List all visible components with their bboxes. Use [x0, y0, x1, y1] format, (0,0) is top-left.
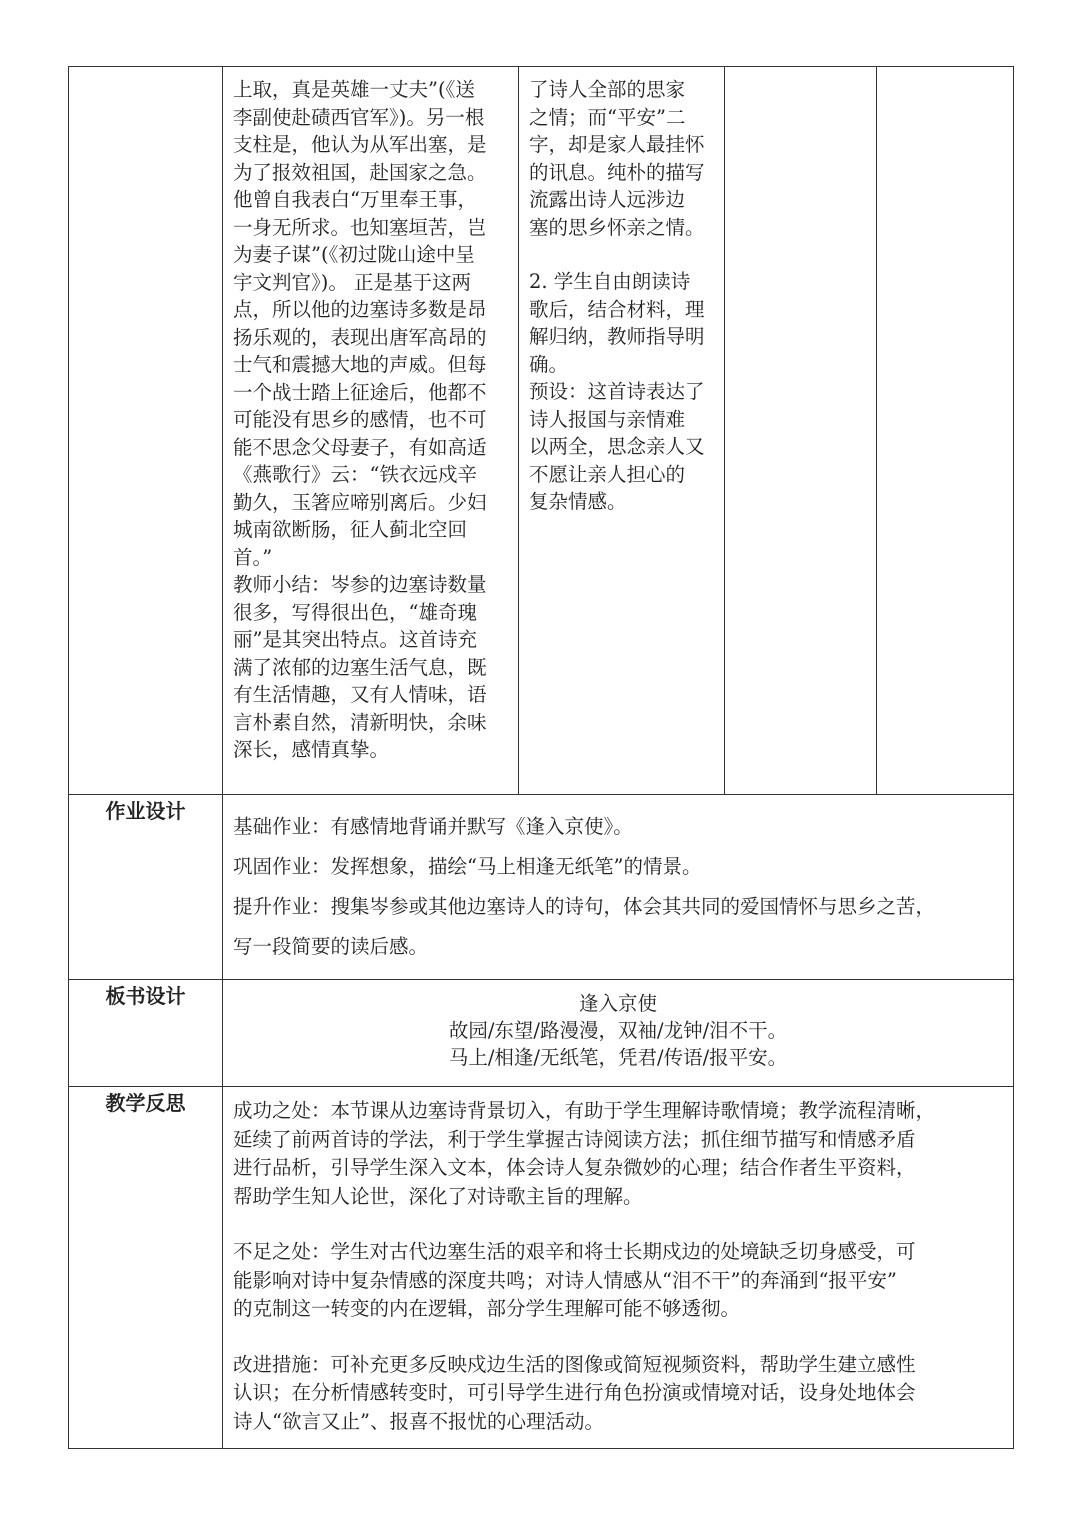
- reflection-row: [69, 1087, 1014, 1449]
- text-line: 言朴素自然，清新明快，余味: [233, 710, 487, 734]
- text-line: 有生活情趣，又有人情味，语: [233, 683, 487, 706]
- text-line: 的克制这一转变的内在逻辑，部分学生理解可能不够透彻。: [233, 1297, 741, 1320]
- homework-advance-1: 提升作业：搜集岑参或其他边塞诗人的诗句，体会其共同的爱国情怀与思乡之苦，: [233, 895, 936, 918]
- empty-cell-5: [877, 67, 1014, 795]
- lesson-plan-table: [68, 66, 1014, 1449]
- text-line: 成功之处：本节课从边塞诗背景切入，有助于学生理解诗歌情境；教学流程清晰，: [233, 1099, 936, 1122]
- reflection-text: [223, 1087, 1013, 1448]
- text-line: 一身无所求。也知塞垣苦，岂: [233, 215, 487, 239]
- text-line: 了诗人全部的思家: [529, 78, 686, 101]
- text-line: 能不思念父母妻子，有如高适: [233, 435, 487, 459]
- text-line: 为妻子谋”(《初过陇山途中呈: [233, 243, 475, 266]
- teacher-activity-cell: [223, 67, 519, 795]
- text-line: 诗人“欲言又止”、报喜不报忧的心理活动。: [233, 1409, 604, 1433]
- text-line: 确。: [529, 352, 569, 376]
- board-label: 板书设计: [69, 980, 223, 1087]
- homework-label: 作业设计: [69, 795, 223, 980]
- reflection-label: 教学反思: [69, 1087, 223, 1449]
- empty-label-cell: [69, 67, 223, 795]
- text-line: 以两全，思念亲人又: [529, 435, 705, 458]
- text-line: 满了浓郁的边塞生活气息，既: [233, 655, 487, 679]
- text-line: 勤久，玉箸应啼别离后。少妇: [233, 490, 487, 514]
- text-line: 点，所以他的边塞诗多数是昂: [233, 298, 487, 321]
- board-content: [223, 980, 1014, 1087]
- homework-consolidate: 巩固作业：发挥想象，描绘“马上相逢无纸笔”的情景。: [233, 855, 702, 878]
- homework-advance-2: 写一段简要的读后感。: [233, 935, 429, 958]
- text-line: 延续了前两首诗的学法，利于学生掌握古诗阅读方法；抓住细节描写和情感矛盾: [233, 1127, 916, 1151]
- reflection-content: [223, 1087, 1014, 1449]
- text-line: 扬乐观的，表现出唐军高昂的: [233, 325, 487, 349]
- paragraph-gap: [529, 241, 714, 268]
- text-line: 李副使赴碛西官军》)。另一根: [233, 105, 485, 129]
- text-line: 歌后，结合材料，理: [529, 297, 705, 321]
- paragraph-gap: [233, 1211, 1003, 1238]
- empty-cell-4: [725, 67, 877, 795]
- text-line: 一个战士踏上征途后，他都不: [233, 380, 487, 404]
- text-line: 丽”是其突出特点。这首诗充: [233, 628, 477, 651]
- text-line: 的讯息。纯朴的描写: [529, 160, 705, 184]
- text-line: 预设：这首诗表达了: [529, 380, 705, 403]
- text-line: 解归纳，教师指导明: [529, 325, 705, 348]
- text-line: 可能没有思乡的感情，也不可: [233, 408, 487, 431]
- text-line: 支柱是，他认为从军出塞，是: [233, 133, 487, 156]
- text-line: 改进措施：可补充更多反映戍边生活的图像或简短视频资料，帮助学生建立感性: [233, 1352, 916, 1376]
- homework-basic: 基础作业：有感情地背诵并默写《逢入京使》。: [233, 815, 633, 838]
- text-line: 2. 学生自由朗读诗: [529, 270, 691, 293]
- text-line: 不愿让亲人担心的: [529, 462, 686, 486]
- homework-row: [69, 795, 1014, 980]
- board-line-1: 故园/东望/路漫漫，双袖/龙钟/泪不干。: [448, 1019, 788, 1042]
- text-line: 能影响对诗中复杂情感的深度共鸣；对诗人情感从“泪不干”的奔涌到“报平安”: [233, 1268, 897, 1292]
- text-line: 首。”: [233, 545, 273, 569]
- text-line: 他曾自我表白“万里奉王事，: [233, 188, 477, 211]
- process-row: [69, 67, 1014, 795]
- paragraph-gap: [233, 1324, 1003, 1351]
- text-line: 塞的思乡怀亲之情。: [529, 215, 705, 239]
- text-line: 进行品析，引导学生深入文本，体会诗人复杂微妙的心理；结合作者生平资料，: [233, 1156, 916, 1179]
- text-line: 不足之处：学生对古代边塞生活的艰辛和将士长期戍边的处境缺乏切身感受，可: [233, 1240, 916, 1263]
- board-row: [69, 980, 1014, 1087]
- text-line: 深长，感情真挚。: [233, 738, 390, 761]
- text-line: 流露出诗人远涉边: [529, 188, 686, 211]
- board-line-2: 马上/相逢/无纸笔，凭君/传语/报平安。: [448, 1046, 788, 1069]
- text-line: 之情；而“平安”二: [529, 105, 686, 129]
- student-activity-cell: [519, 67, 725, 795]
- teacher-activity-text: [223, 67, 518, 774]
- student-activity-text: [519, 67, 724, 526]
- text-line: 《燕歌行》云：“铁衣远戍辛: [233, 463, 477, 486]
- text-line: 教师小结：岑参的边塞诗数量: [233, 573, 487, 596]
- text-line: 认识；在分析情感转变时，可引导学生进行角色扮演或情境对话，设身处地体会: [233, 1381, 916, 1404]
- text-line: 诗人报国与亲情难: [529, 407, 686, 431]
- text-line: 很多，写得很出色，“雄奇瑰: [233, 600, 477, 624]
- text-line: 复杂情感。: [529, 490, 627, 513]
- text-line: 宇文判官》)。 正是基于这两: [233, 270, 472, 294]
- board-title: 逢入京使: [578, 992, 657, 1015]
- text-line: 上取，真是英雄一丈夫”(《送: [233, 78, 475, 101]
- text-line: 为了报效祖国，赴国家之急。: [233, 160, 487, 184]
- text-line: 士气和震撼大地的声威。但每: [233, 353, 487, 376]
- text-line: 字，却是家人最挂怀: [529, 133, 705, 156]
- text-line: 城南欲断肠，征人蓟北空回: [233, 518, 468, 541]
- text-line: 帮助学生知人论世，深化了对诗歌主旨的理解。: [233, 1184, 643, 1208]
- homework-content: [223, 795, 1014, 980]
